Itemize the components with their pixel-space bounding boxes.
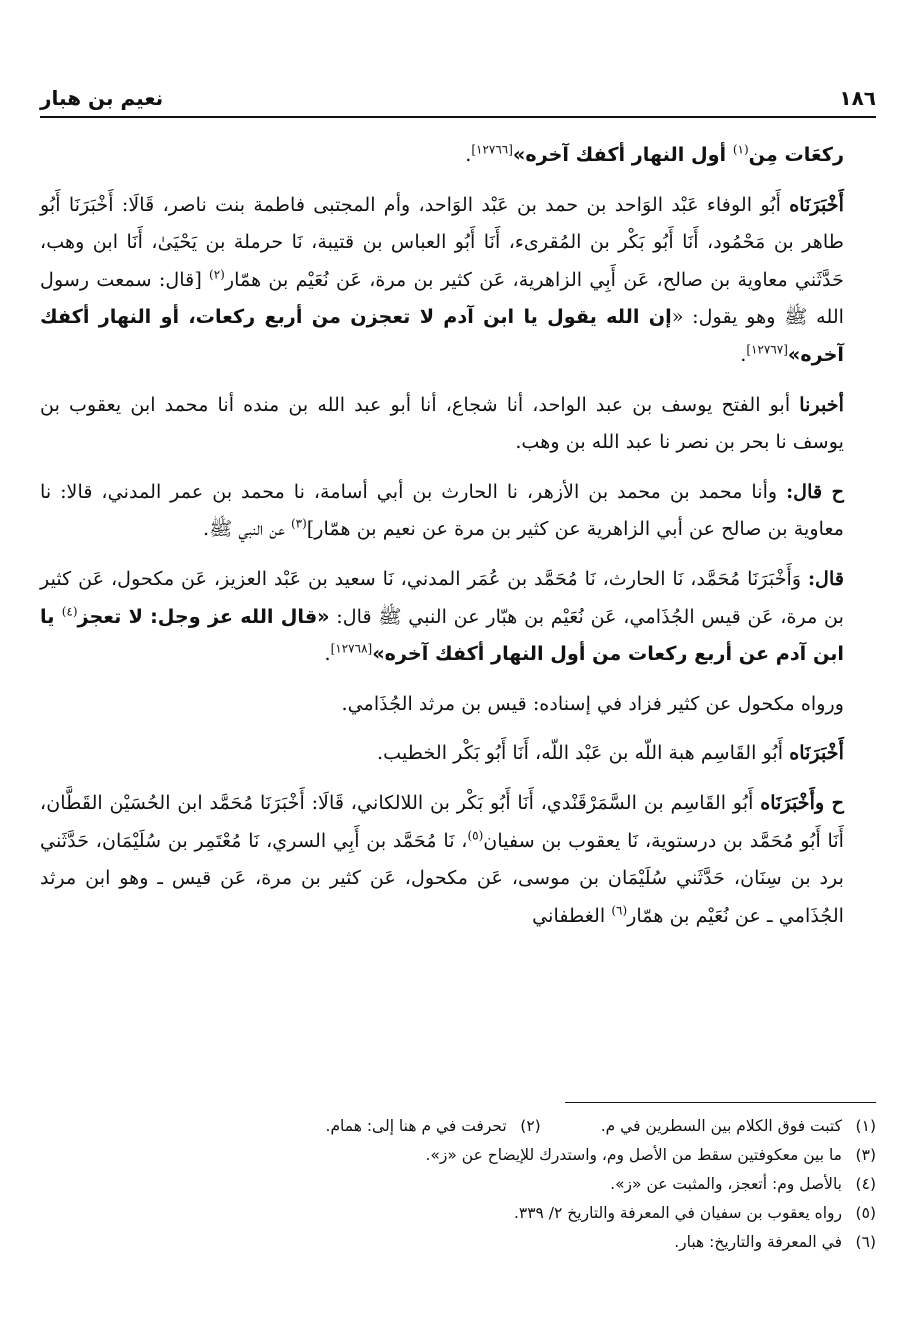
page-header bbox=[40, 76, 876, 110]
reference-marker: (٢) bbox=[209, 267, 225, 282]
footnotes bbox=[40, 1112, 876, 1257]
paragraph bbox=[40, 136, 876, 174]
lead-word: أَخْبَرَنَاه bbox=[789, 741, 844, 765]
text-run: [قال: سمعت رسول الله ﷺ وهو يقول: « bbox=[40, 267, 845, 329]
text-run: . bbox=[740, 342, 747, 366]
lead-word: ح وأَخْبَرَنَاه bbox=[760, 790, 845, 814]
footnote-rule bbox=[565, 1102, 876, 1103]
page-number: ١٨٦ bbox=[839, 86, 876, 110]
text-run: عن النبي ﷺ. bbox=[202, 517, 291, 541]
paragraph bbox=[40, 734, 876, 772]
text-run: أَبُو القَاسِم بن السَّمَرْقَنْدي، أَنَا أَبُو بَكْر بن اللالكاني، قَالَا: أَخْبَرَنَا مُحَمَّد ابن الحُسَيْن القَطَّان، أَنَا أَبُو مُحَمَّد بن درستوية، نَا يعقوب بن سفيان bbox=[40, 790, 845, 852]
footnote-3: (٣)ما بين معكوفتين سقط من الأصل وم، واستدرك للإيضاح عن «ز». bbox=[425, 1146, 876, 1164]
text-run: ، نَا مُحَمَّد بن أَبِي السري، نَا مُعْتَمِر بن سُلَيْمَان، حَدَّثَني برد بن سِنَان، حَدَّثَني سُلَيْمَان بن موسى، عَن مكحول، عَن كثير بن مرة، عَن قيس ـ وهو ابن مرثد الجُذَامي ـ عن نُعَيْم بن همّار bbox=[40, 828, 844, 927]
quoted-hadith: إن الله يقول يا ابن آدم لا تعجزن من أربع ركعات، أو النهار أكفك آخره» bbox=[40, 305, 844, 366]
text-run: أبو الفتح يوسف بن عبد الواحد، أنا شجاع، أنا أبو عبد الله بن منده أنا محمد ابن يعقوب بن يوسف نا بحر بن نصر نا عبد الله بن وهب. bbox=[40, 392, 844, 454]
text-run: أَبُو القَاسِم هبة اللّه بن عَبْد اللّه، أَنَا أَبُو بَكْر الخطيب. bbox=[377, 741, 790, 765]
paragraph bbox=[40, 784, 876, 934]
reference-marker: [١٢٧٦٨] bbox=[330, 641, 373, 656]
lead-word: قال: bbox=[807, 566, 844, 590]
footnote-1: (١)كتبت فوق الكلام بين السطرين في م. bbox=[600, 1117, 876, 1135]
footnote-row bbox=[40, 1112, 876, 1141]
footnote-4: (٤)بالأصل وم: أتعجز، والمثبت عن «ز». bbox=[610, 1175, 876, 1193]
footnote-6: (٦)في المعرفة والتاريخ: هبار. bbox=[674, 1233, 876, 1251]
lead-word: أَخْبَرَنَاه bbox=[789, 192, 844, 216]
header-rule bbox=[40, 116, 876, 118]
quoted-hadith: «قال الله عز وجل: لا تعجز bbox=[77, 604, 330, 628]
lead-word: ح قال: bbox=[786, 479, 845, 503]
paragraph bbox=[40, 186, 876, 374]
quoted-hadith: أول النهار أكفك آخره» bbox=[512, 143, 733, 166]
reference-marker: (٦) bbox=[611, 903, 628, 918]
main-text bbox=[40, 136, 876, 946]
text-run: . bbox=[465, 143, 472, 166]
paragraph bbox=[40, 473, 876, 548]
reference-marker: (٤) bbox=[61, 604, 78, 619]
quoted-hadith: يا ابن آدم عن أربع ركعات من أول النهار أكفك آخره» bbox=[40, 604, 844, 666]
footnote-2: (٢)تحرفت في م هنا إلى: همام. bbox=[325, 1117, 541, 1135]
paragraph bbox=[40, 386, 876, 461]
lead-word: أخبرنا bbox=[799, 392, 844, 416]
reference-marker: (١) bbox=[732, 142, 749, 157]
footnote-5: (٥)رواه يعقوب بن سفيان في المعرفة والتاريخ ٢/ ٣٣٩. bbox=[513, 1204, 876, 1222]
text-run: ورواه مكحول عن كثير فزاد في إسناده: قيس بن مرثد الجُذَامي. bbox=[341, 691, 844, 715]
paragraph bbox=[40, 560, 876, 673]
running-title: نعيم بن هبار bbox=[40, 86, 164, 110]
text-run: أَبُو الوفاء عَبْد الوَاحد بن حمد بن عَبْد الوَاحد، وأم المجتبى فاطمة بنت ناصر، قَالَا: أَخْبَرَنَا أَبُو طاهر بن مَحْمُود، أَنَا أَبُو بَكْر بن المُقرىء، أَنَا أَبُو العباس بن قتيبة، نَا حرملة بن يَحْيَىٰ، أَنَا ابن وهب، حَدَّثَني معاوية بن صالح، عَن أَبِي الزاهرية، عَن كثير بن مرة، عَن نُعَيْم بن همّار bbox=[40, 192, 844, 291]
text-run: . bbox=[324, 642, 331, 666]
reference-marker: [١٢٧٦٧] bbox=[746, 342, 788, 357]
quoted-hadith: ركعَات مِن bbox=[748, 143, 844, 166]
reference-marker: (٣) bbox=[290, 516, 307, 531]
reference-marker: (٥) bbox=[467, 828, 484, 843]
paragraph bbox=[40, 685, 876, 723]
text-run: الغطفاني bbox=[532, 903, 612, 927]
reference-marker: [١٢٧٦٦] bbox=[471, 142, 513, 157]
text-run: وَأَخْبَرَنَا مُحَمَّد، نَا الحارث، نَا مُحَمَّد بن عُمَر المدني، نَا سعيد بن عَبْد العزيز، عَن مكحول، عَن كثير بن مرة، عَن قيس الجُذَامي، عَن نُعَيْم بن هبّار عن النبي ﷺ قال: bbox=[40, 566, 844, 628]
text-run: وأنا محمد بن محمد بن الأزهر، نا الحارث بن أبي أسامة، نا محمد بن عمر المدني، قالا: نا معاوية بن صالح عن أبي الزاهرية عن كثير بن مرة عن نعيم بن همّار] bbox=[40, 479, 844, 541]
